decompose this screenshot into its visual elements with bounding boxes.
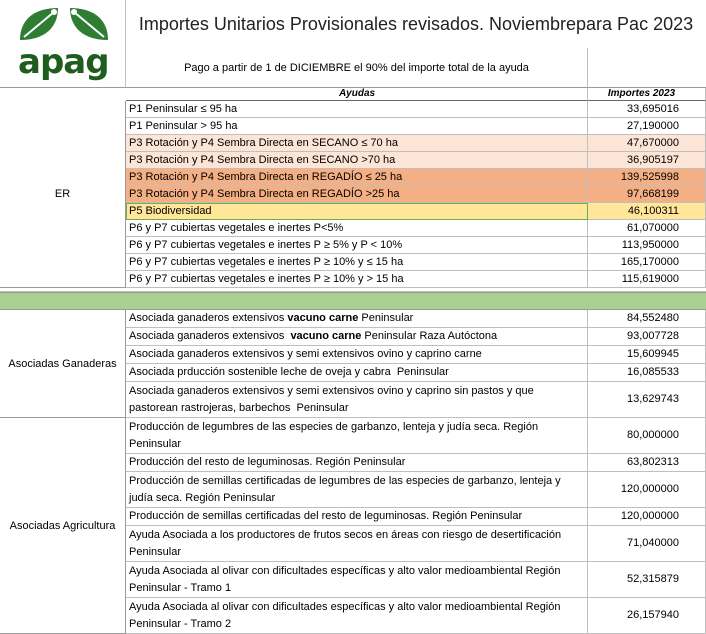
aid-name: P3 Rotación y P4 Sembra Directa en SECANO ≤ 70 ha [126,135,588,152]
table-header-row [126,88,706,101]
aid-amount: 120,000000 [588,472,706,508]
aid-name-wrap [129,328,497,345]
logo-text: apag [18,42,109,82]
table-row [126,152,706,169]
aid-amount: 139,525998 [588,169,706,186]
aid-amount: 165,170000 [588,254,706,271]
aid-name: Ayuda Asociada a los productores de frutos secos en áreas con riesgo de desertificación Peninsular [126,526,588,562]
table-row [126,271,706,288]
aid-name: P3 Rotación y P4 Sembra Directa en REGADÍO ≤ 25 ha [126,169,588,186]
column-header-ayudas: Ayudas [126,88,588,101]
aid-name-wrap [129,383,585,417]
table-row [126,346,706,364]
table-row [126,101,706,118]
table-row [126,526,706,562]
page-title: Importes Unitarios Provisionales revisados. Noviembrepara Pac 2023 [138,13,694,34]
aid-name: Producción de legumbres de las especies de garbanzo, lenteja y judía seca. Región Peninsular [126,418,588,454]
aid-name: P3 Rotación y P4 Sembra Directa en REGADÍO >25 ha [126,186,588,203]
aid-name: P6 y P7 cubiertas vegetales e inertes P ≥ 5% y P < 10% [126,237,588,254]
table-row [126,418,706,454]
aid-name: P1 Peninsular > 95 ha [126,118,588,135]
aid-amount: 36,905197 [588,152,706,169]
aid-name-bold: vacuno carne [287,312,359,324]
column-header-importes: Importes 2023 [588,88,706,101]
payment-note: Pago a partir de 1 de DICIEMBRE el 90% del importe total de la ayuda [126,48,588,88]
aid-table [0,88,706,634]
aid-name-wrap [129,310,413,327]
table-row [126,328,706,346]
table-row [126,135,706,152]
aid-name: P6 y P7 cubiertas vegetales e inertes P ≥ 10% y > 15 ha [126,271,588,288]
aid-name [126,346,588,364]
aid-name-suffix: Peninsular Raza Autóctona [361,330,498,342]
aid-name: P3 Rotación y P4 Sembra Directa en SECANO >70 ha [126,152,588,169]
table-row [126,186,706,203]
table-body [0,101,706,634]
aid-name-wrap [129,364,449,381]
aid-name [126,328,588,346]
aid-name-text: Asociada prducción sostenible leche de oveja y cabra Peninsular [129,366,449,378]
table-row [126,203,706,220]
aid-name [126,310,588,328]
aid-amount: 80,000000 [588,418,706,454]
aid-amount: 61,070000 [588,220,706,237]
group-label: Asociadas Agricultura [0,418,126,634]
aid-name-text: Asociada ganaderos extensivos y semi extensivos ovino y caprino carne [129,348,482,360]
aid-name-suffix: Peninsular [358,312,414,324]
table-row [126,508,706,526]
table-row [126,562,706,598]
table-row [126,254,706,271]
aid-name: Ayuda Asociada al olivar con dificultades específicas y alto valor medioambiental Región Peninsular - Tramo 1 [126,562,588,598]
aid-amount: 47,670000 [588,135,706,152]
aid-amount: 27,190000 [588,118,706,135]
table-row [126,382,706,418]
aid-amount: 15,609945 [588,346,706,364]
header-blank-cell [588,48,706,88]
aid-name-wrap [129,346,482,363]
table-row [126,472,706,508]
aid-name: Producción de semillas certificadas de legumbres de las especies de garbanzo, lenteja y judía seca. Región Peninsular [126,472,588,508]
table-row [126,118,706,135]
aid-name: Producción de semillas certificadas del resto de leguminosas. Región Peninsular [126,508,588,526]
leaf-logo-icon [14,4,114,44]
aid-name [126,382,588,418]
table-row [126,169,706,186]
aid-name: P6 y P7 cubiertas vegetales e inertes P ≥ 10% y ≤ 15 ha [126,254,588,271]
aid-name-text: Asociada ganaderos extensivos [129,330,291,342]
aid-amount: 97,668199 [588,186,706,203]
aid-name: Ayuda Asociada al olivar con dificultades específicas y alto valor medioambiental Región Peninsular - Tramo 2 [126,598,588,634]
table-row [126,237,706,254]
aid-name [126,364,588,382]
apag-logo [0,0,126,88]
aid-amount: 16,085533 [588,364,706,382]
aid-name-bold: vacuno carne [290,330,362,342]
aid-amount: 13,629743 [588,382,706,418]
aid-amount: 46,100311 [588,203,706,220]
table-row [126,364,706,382]
aid-amount: 26,157940 [588,598,706,634]
aid-name-text: Asociada ganaderos extensivos [129,312,288,324]
aid-name: Producción del resto de leguminosas. Región Peninsular [126,454,588,472]
aid-amount: 93,007728 [588,328,706,346]
aid-amount: 33,695016 [588,101,706,118]
aid-amount: 113,950000 [588,237,706,254]
aid-amount: 63,802313 [588,454,706,472]
aid-amount: 115,619000 [588,271,706,288]
aid-amount: 84,552480 [588,310,706,328]
aid-amount: 52,315879 [588,562,706,598]
section-separator [0,292,706,310]
group-label: ER [0,101,126,288]
aid-amount: 71,040000 [588,526,706,562]
table-row [126,220,706,237]
table-row [126,310,706,328]
aid-name: P5 Biodiversidad [126,203,588,220]
table-row [126,454,706,472]
aid-name: P1 Peninsular ≤ 95 ha [126,101,588,118]
aid-amount: 120,000000 [588,508,706,526]
aid-name: P6 y P7 cubiertas vegetales e inertes P<5% [126,220,588,237]
group-label: Asociadas Ganaderas [0,310,126,418]
aid-name-text: Asociada ganaderos extensivos y semi extensivos ovino y caprino sin pastos y que pastorean rastrojeras, barbechos Peninsular [129,384,537,414]
table-row [126,598,706,634]
